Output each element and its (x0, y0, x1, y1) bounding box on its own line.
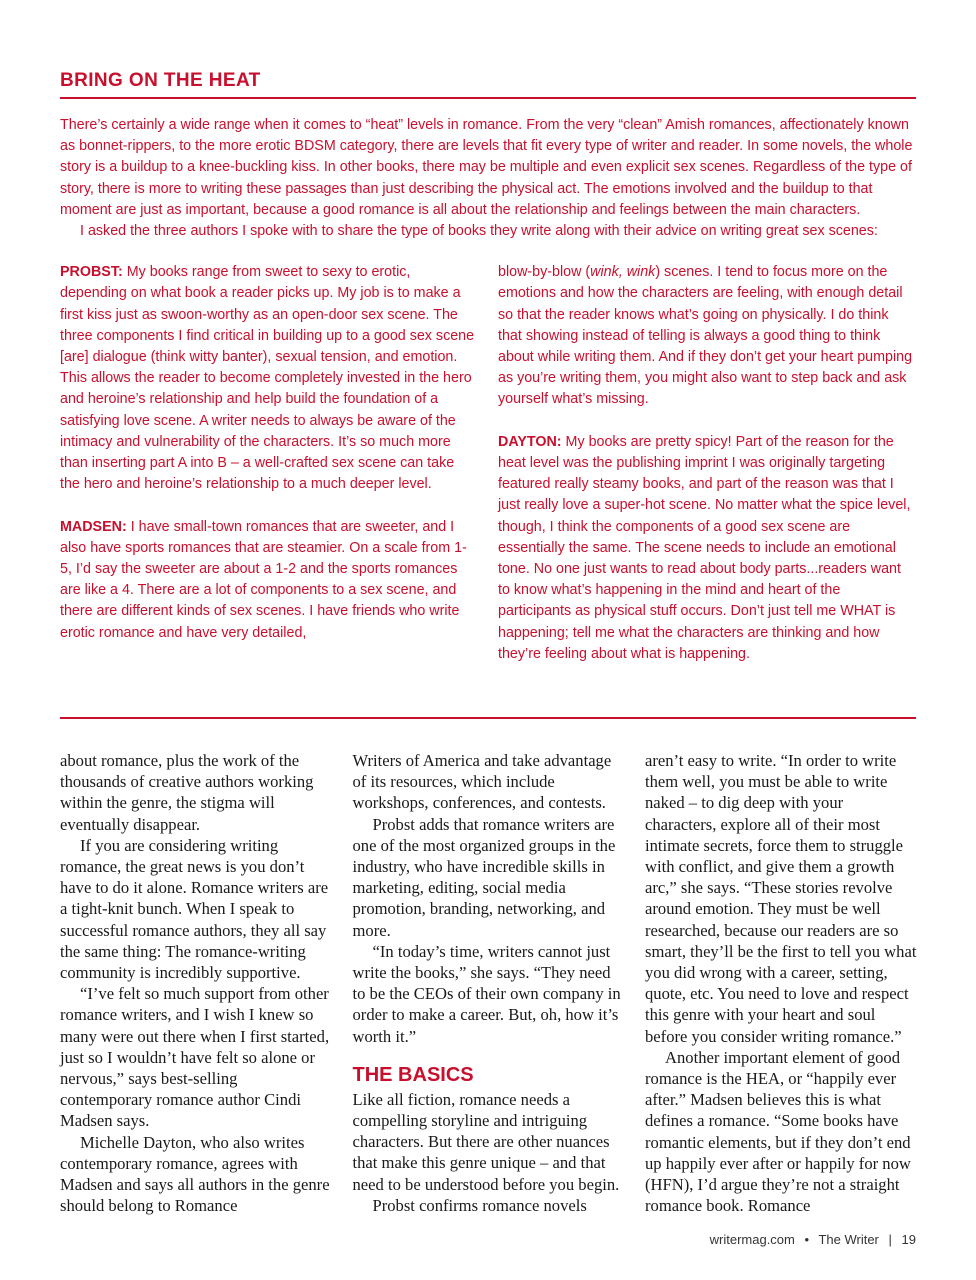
madsen-label: MADSEN: (60, 518, 127, 535)
probst-label: PROBST: (60, 264, 123, 281)
madsen-cont-text: ) scenes. I tend to focus more on the emotions and how the characters are feeling, with enough detail so that the reader knows what’s going on physically. I do think that showing instead of telling is always a good thing to think about while writing them. And if they don’t get your heart pumping as you’re writing them, you might also want to step back and ask yourself what’s missing. (498, 264, 913, 408)
sidebar-column-left (60, 262, 478, 665)
probst-answer (60, 262, 478, 495)
article-paragraph: “I’ve felt so much support from other romance writers, and I wish I knew so many were out there when I first started, just so I wouldn’t have felt so alone or nervous,” says best-selling contemporary romance author Cindi Madsen says. (60, 984, 330, 1131)
page-footer (710, 1232, 916, 1247)
dayton-label: DAYTON: (498, 433, 562, 450)
probst-text: My books range from sweet to sexy to erotic, depending on what book a reader picks up. My job is to make a first kiss just as swoon-worthy as an open-door sex scene. The three components I find critical in building up to a good sex scene [are] dialogue (think witty banter), sexual tension, and emotion. This allows the reader to become completely invested in the hero and heroine’s relationship and help build the foundation of a satisfying love scene. A writer needs to always be aware of the intimacy and vulnerability of the characters. It’s so much more than inserting part A into B – a well-crafted sex scene can take the hero and heroine’s relationship to a much deeper level. (60, 264, 475, 493)
sidebar-title: BRING ON THE HEAT (60, 70, 916, 99)
sidebar-intro (60, 115, 916, 242)
intro-paragraph: There’s certainly a wide range when it comes to “heat” levels in romance. From the very “clean” Amish romances, affectionately known as bonnet-rippers, to the more erotic BDSM category, there are levels that fit every type of writer and reader. In some novels, the whole story is a buildup to a knee-buckling kiss. In other books, there may be multiple and even explicit sex scenes. Regardless of the type of story, there is more to writing these passages than just describing the physical act. The emotions involved and the buildup to that moment are just as important, because a good romance is all about the relationship and feelings between the main characters. (60, 117, 913, 218)
article-paragraph: Probst adds that romance writers are one of the most organized groups in the industry, who have incredible skills in marketing, editing, social media promotion, branding, networking, and more. (352, 814, 616, 940)
article-paragraph: Probst confirms romance novels (372, 1195, 587, 1215)
madsen-answer-continued (498, 262, 916, 410)
madsen-cont-text: blow-by-blow ( (498, 264, 591, 281)
footer-bullet: • (804, 1232, 810, 1247)
section-heading-basics: THE BASICS (352, 1063, 474, 1086)
article-paragraph: Writers of America and take advantage of its resources, which include workshops, conferences, and contests. (352, 751, 612, 813)
article-paragraph: If you are considering writing romance, the great news is you don’t have to do it alone. Romance writers are a tight-knit bunch. When I speak to successful romance authors, they all say the same thing: The romance-writing community is incredibly supportive. (60, 835, 329, 983)
article-column-1 (60, 750, 333, 1216)
intro-paragraph: I asked the three authors I spoke with to share the type of books they write along with their advice on writing great sex scenes: (80, 223, 878, 240)
madsen-cont-emphasis: wink, wink (590, 264, 656, 281)
footer-magazine: The Writer (818, 1232, 879, 1247)
madsen-answer (60, 517, 478, 644)
article-paragraph: aren’t easy to write. “In order to write them well, you must be able to write naked – to dig deep with your characters, explore all of their most intimate secrets, force them to struggle with conflict, and give them a growth arc,” she says. “These stories revolve around emotion. They must be well researched, because our readers are so smart, they’ll be the first to tell you what you did wrong with a career, setting, quote, etc. You need to love and respect this genre with your heart and soul before you consider writing romance.” (645, 751, 917, 1046)
article-column-2 (353, 750, 626, 1216)
sidebar-column-right (498, 262, 916, 665)
dayton-answer (498, 432, 916, 665)
madsen-text: I have small-town romances that are sweeter, and I also have sports romances that are steamier. On a scale from 1-5, I’d say the sweeter are about a 1-2 and the sports romances are like a 4. There are a lot of components to a sex scene, and there are different kinds of sex scenes. I have friends who write erotic romance and have very detailed, (60, 518, 467, 641)
article-paragraph: about romance, plus the work of the thousands of creative authors working within the genre, the stigma will eventually disappear. (60, 751, 314, 834)
article-body (60, 750, 918, 1216)
dayton-text: My books are pretty spicy! Part of the reason for the heat level was the publishing imprint I was originally targeting featured really steamy books, and part of the reason was that I just really love a super-hot scene. No matter what the spice level, though, I think the components of a good sex scene are essentially the same. The scene needs to include an emotional tone. No one just wants to read about body parts...readers want to know what’s happening in the mind and heart of the participants as physical stuff occurs. Don’t just tell me WHAT is happening; tell me what the characters are thinking and how they’re feeling about what is happening. (498, 433, 911, 662)
article-paragraph: “In today’s time, writers cannot just write the books,” she says. “They need to be the CEOs of their own company in order to make a career. But, oh, how it’s worth it.” (352, 941, 621, 1046)
sidebar-columns (60, 262, 916, 665)
article-paragraph: Michelle Dayton, who also writes contemporary romance, agrees with Madsen and says all authors in the genre should belong to Romance (60, 1132, 330, 1216)
footer-site: writermag.com (709, 1232, 795, 1247)
article-paragraph: Like all fiction, romance needs a compelling storyline and intriguing characters. But there are other nuances that make this genre unique – and that need to be understood before you begin. (352, 1089, 620, 1194)
footer-divider: | (888, 1232, 892, 1247)
heat-sidebar (60, 70, 916, 665)
page-number: 19 (901, 1232, 916, 1247)
article-paragraph: Another important element of good romance is the HEA, or “happily ever after.” Madsen believes this is what defines a romance. “Some books have romantic elements, but if they don’t end up happily ever after or happily for now (HFN), I’d argue they’re not a straight romance book. Romance (645, 1047, 911, 1216)
article-column-3 (645, 750, 918, 1216)
sidebar-bottom-rule (60, 717, 916, 719)
